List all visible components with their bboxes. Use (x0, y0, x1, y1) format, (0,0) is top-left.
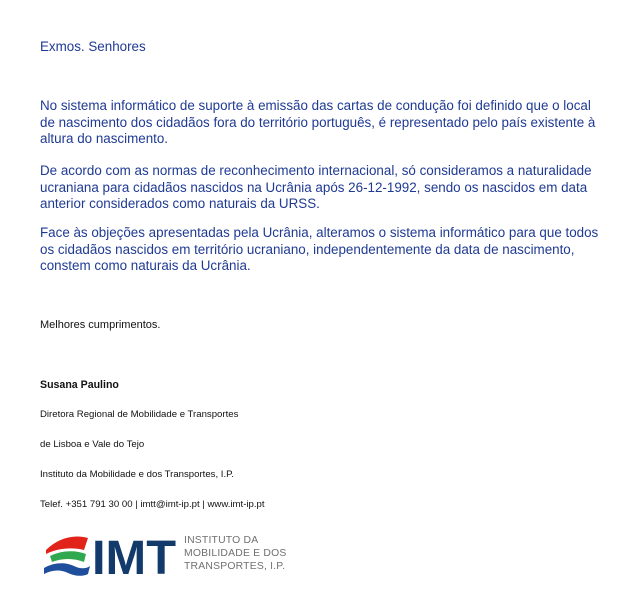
signature-name: Susana Paulino (40, 379, 119, 391)
logo-text-line-2: MOBILIDADE E DOS (184, 548, 287, 559)
logo-acronym-text: IMT (92, 532, 176, 580)
logo-emblem-blue-shape (44, 563, 90, 576)
paragraph-recognition-norms: De acordo com as normas de reconhecimento internacional, só consideramos a naturalidade ucraniana para cidadãos nascidos na Ucrânia após 26-12-1992, sendo os nascidos em data anterior considerados como naturais da URSS. (40, 163, 592, 211)
signature-contacts: Telef. +351 791 30 00 | imtt@imt-ip.pt | www.imt-ip.pt (40, 499, 265, 510)
logo-emblem-green-shape (50, 551, 86, 562)
paragraph-system-definition: No sistema informático de suporte à emissão das cartas de condução foi definido que o local de nascimento dos cidadãos fora do território português, é representado pelo país existente à altura do nascimento. (40, 98, 596, 146)
imt-logo (44, 528, 294, 580)
logo-text-line-1: INSTITUTO DA (184, 535, 259, 546)
signature-role-line-1: Diretora Regional de Mobilidade e Transportes (40, 409, 239, 420)
logo-institute-text (184, 534, 287, 573)
closing: Melhores cumprimentos. (40, 319, 161, 331)
signature-institute: Instituto da Mobilidade e dos Transportes, I.P. (40, 469, 234, 480)
imt-logo-graphic (44, 528, 180, 580)
signature-role-line-2: de Lisboa e Vale do Tejo (40, 439, 145, 450)
paragraph-system-change: Face às objeções apresentadas pela Ucrânia, alteramos o sistema informático para que todos os cidadãos nascidos em território ucraniano, independentemente da data de nascimento, constem como naturais da Ucrânia. (40, 225, 599, 273)
salutation: Exmos. Senhores (40, 39, 146, 54)
logo-text-line-3: TRANSPORTES, I.P. (184, 561, 286, 572)
